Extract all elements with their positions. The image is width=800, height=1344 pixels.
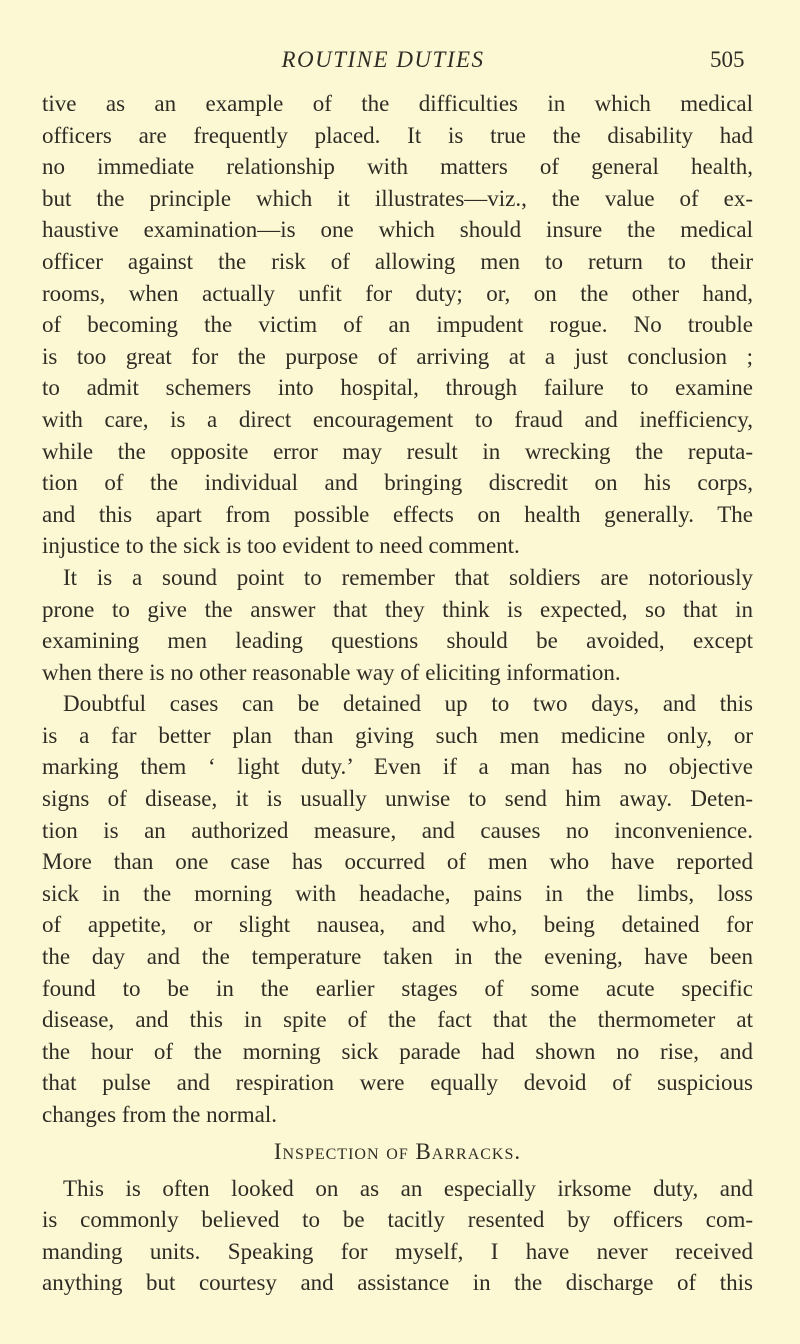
text-line: signs of disease, it is usually unwise to send him away. Deten-: [42, 786, 753, 812]
text-line: rooms, when actually unfit for duty; or, on the other hand,: [42, 280, 753, 306]
text-line: is a far better plan than giving such men medicine only, or: [42, 722, 753, 748]
text-line: disease, and this in spite of the fact that the thermometer at: [42, 1007, 753, 1033]
text-line: but the principle which it illustrates—viz., the value of ex-: [42, 185, 753, 211]
paragraph-continuation: [42, 88, 753, 562]
text-line: examining men leading questions should be avoided, except: [42, 628, 753, 654]
text-line: marking them ‘ light duty.’ Even if a man has no objective: [42, 754, 753, 780]
paragraph-soldiers-answers: [42, 562, 753, 688]
section-heading: Inspection of Barracks.: [273, 1138, 522, 1164]
text-line: is too great for the purpose of arriving at a just conclusion ;: [42, 343, 753, 369]
text-line: the hour of the morning sick parade had shown no rise, and: [42, 1038, 753, 1064]
text-line: is commonly believed to be tacitly resented by officers com-: [42, 1207, 753, 1233]
text-line: with care, is a direct encouragement to fraud and inefficiency,: [42, 406, 753, 432]
text-line: when there is no other reasonable way of eliciting information.: [42, 659, 621, 685]
text-line: of appetite, or slight nausea, and who, being detained for: [42, 912, 753, 938]
text-line: tion of the individual and bringing discredit on his corps,: [42, 470, 753, 496]
body-text: [42, 88, 753, 1299]
running-title: ROUTINE DUTIES: [281, 47, 485, 72]
text-line: Doubtful cases can be detained up to two days, and this: [63, 691, 753, 717]
text-line: changes from the normal.: [42, 1102, 278, 1127]
text-line: and this apart from possible effects on health generally. The: [42, 501, 753, 527]
text-line: anything but courtesy and assistance in the discharge of this: [42, 1270, 753, 1296]
text-line: to admit schemers into hospital, through failure to examine: [42, 375, 753, 401]
text-line: manding units. Speaking for myself, I have never received: [42, 1238, 753, 1264]
text-line: tion is an authorized measure, and causes no inconvenience.: [42, 817, 753, 843]
text-line: that pulse and respiration were equally devoid of suspicious: [42, 1070, 753, 1096]
text-line: tive as an example of the difficulties in which medical: [42, 91, 753, 116]
running-head: [0, 47, 800, 77]
text-line: while the opposite error may result in wrecking the reputa-: [42, 438, 753, 464]
text-line: officers are frequently placed. It is true the disability had: [42, 122, 753, 148]
text-line: It is a sound point to remember that soldiers are notoriously: [63, 564, 753, 590]
text-line: This is often looked on as an especially irksome duty, and: [63, 1175, 753, 1201]
text-line: haustive examination—is one which should insure the medical: [42, 217, 753, 243]
paragraph-barracks-inspection: [42, 1173, 753, 1299]
text-line: prone to give the answer that they think is expected, so that in: [42, 596, 753, 622]
text-line: sick in the morning with headache, pains in the limbs, loss: [42, 880, 753, 906]
text-line: no immediate relationship with matters of general health,: [42, 154, 753, 180]
text-line: officer against the risk of allowing men to return to their: [42, 248, 753, 274]
paragraph-doubtful-cases: [42, 688, 753, 1130]
page-number: 505: [710, 47, 745, 72]
text-line: More than one case has occurred of men who have reported: [42, 849, 753, 875]
text-line: the day and the temperature taken in the evening, have been: [42, 944, 753, 970]
text-line: found to be in the earlier stages of some acute specific: [42, 975, 753, 1001]
text-line: of becoming the victim of an impudent rogue. No trouble: [42, 312, 753, 338]
text-line: injustice to the sick is too evident to need comment.: [42, 533, 520, 559]
